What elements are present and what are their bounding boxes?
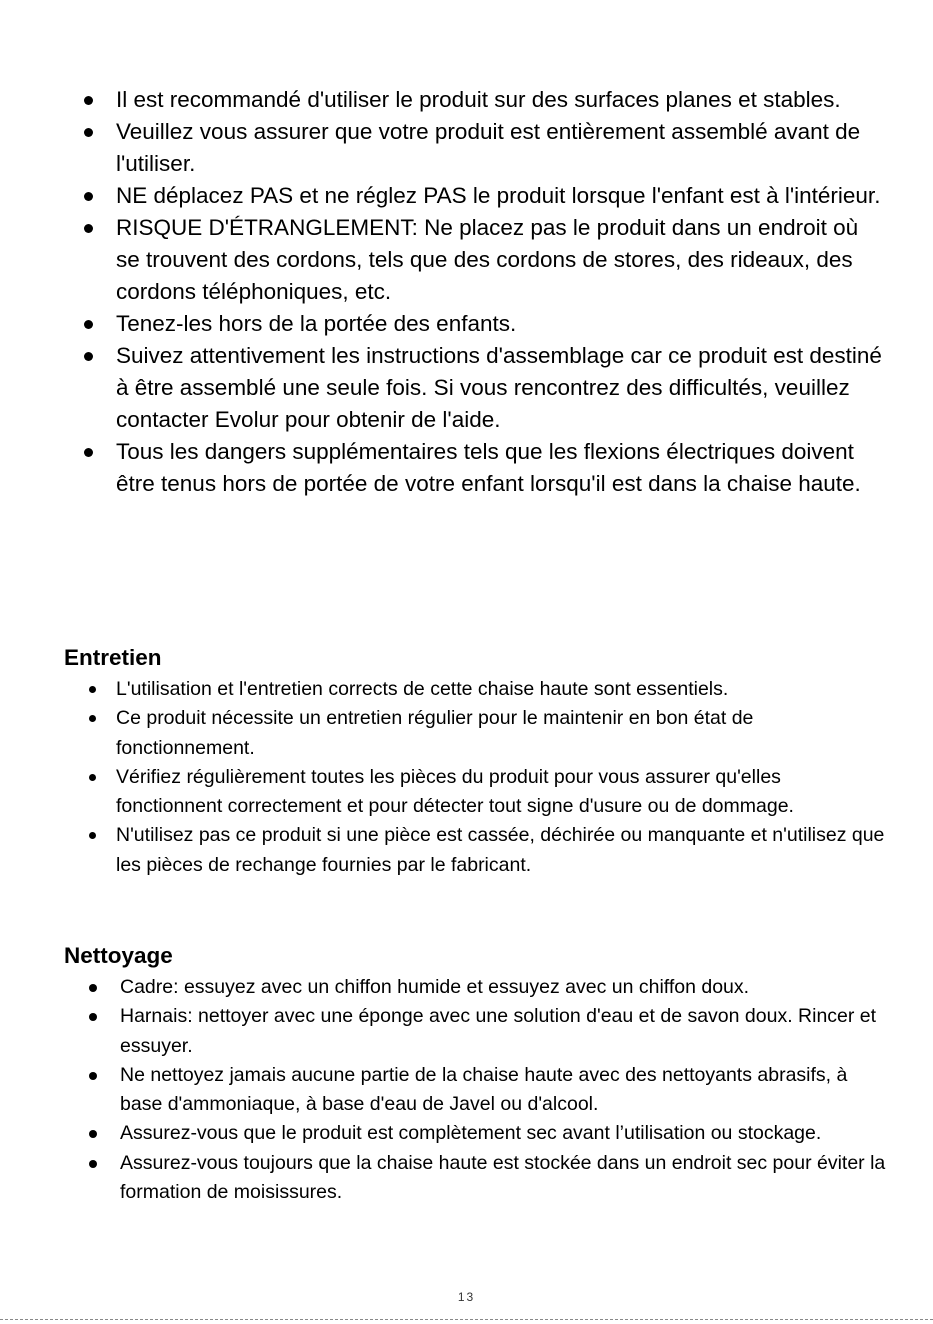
list-item — [120, 1061, 890, 1120]
list-item — [120, 1002, 890, 1061]
bottom-divider — [0, 1319, 933, 1320]
list-item-text: L'utilisation et l'entretien corrects de cette chaise haute sont essentiels. — [116, 678, 729, 700]
list-item-text: Tous les dangers supplémentaires tels que les flexions électriques doivent être tenus hors de portée de votre enfant lorsqu'il est dans la chaise haute. — [116, 439, 861, 496]
bullet-icon — [84, 192, 93, 201]
list-item-text: Il est recommandé d'utiliser le produit sur des surfaces planes et stables. — [116, 87, 841, 112]
list-item — [116, 180, 886, 212]
list-item — [116, 116, 886, 180]
bullet-icon — [89, 1130, 97, 1138]
list-item-text: Assurez-vous toujours que la chaise haute est stockée dans un endroit sec pour éviter la formation de moisissures. — [120, 1151, 886, 1204]
bullet-icon — [84, 448, 93, 457]
list-item — [116, 84, 886, 116]
bullet-icon — [89, 715, 96, 722]
bullet-icon — [89, 774, 96, 781]
bullet-icon — [89, 1072, 97, 1080]
list-item — [116, 704, 886, 763]
list-item-text: Vérifiez régulièrement toutes les pièces du produit pour vous assurer qu'elles fonctionnent correctement et pour détecter tout signe d'usure ou de dommage. — [116, 765, 794, 818]
list-item — [116, 308, 886, 340]
list-item — [120, 1119, 890, 1148]
list-item-text: N'utilisez pas ce produit si une pièce est cassée, déchirée ou manquante et n'utilisez que les pièces de rechange fournies par le fabricant. — [116, 824, 885, 876]
bullet-icon — [89, 832, 96, 839]
list-item-text: RISQUE D'ÉTRANGLEMENT: Ne placez pas le produit dans un endroit où se trouvent des cordons, tels que des cordons de stores, des rideaux, des cordons téléphoniques, etc. — [116, 215, 859, 304]
bullet-icon — [84, 320, 93, 329]
list-item-text: NE déplacez PAS et ne réglez PAS le produit lorsque l'enfant est à l'intérieur. — [116, 183, 881, 208]
list-item-text: Tenez-les hors de la portée des enfants. — [116, 311, 517, 336]
list-item-text: Assurez-vous que le produit est complètement sec avant l’utilisation ou stockage. — [120, 1122, 822, 1145]
list-item-text: Ce produit nécessite un entretien régulier pour le maintenir en bon état de fonctionnement. — [116, 707, 754, 759]
section-heading-nettoyage: Nettoyage — [64, 943, 173, 968]
list-item — [120, 973, 890, 1002]
bullet-icon — [89, 1160, 97, 1168]
list-item — [116, 675, 886, 704]
safety-warnings-list — [116, 84, 886, 500]
section-heading-entretien: Entretien — [64, 645, 162, 670]
list-item — [116, 763, 886, 822]
list-item — [116, 212, 886, 308]
bullet-icon — [89, 984, 97, 992]
list-item-text: Veuillez vous assurer que votre produit est entièrement assemblé avant de l'utiliser. — [116, 119, 861, 176]
list-item-text: Ne nettoyez jamais aucune partie de la chaise haute avec des nettoyants abrasifs, à base d'ammoniaque, à base d'eau de Javel ou d'alcool. — [120, 1063, 848, 1116]
bullet-icon — [84, 352, 93, 361]
bullet-icon — [84, 224, 93, 233]
list-item — [116, 821, 886, 880]
bullet-icon — [89, 1013, 97, 1021]
list-item-text: Harnais: nettoyer avec une éponge avec une solution d'eau et de savon doux. Rincer et essuyer. — [120, 1005, 877, 1057]
bullet-icon — [89, 686, 96, 693]
bullet-icon — [84, 128, 93, 137]
list-item-text: Suivez attentivement les instructions d'assemblage car ce produit est destiné à être assemblé une seule fois. Si vous rencontrez des difficultés, veuillez contacter Evolur pour obtenir de l'aide. — [116, 343, 882, 432]
bullet-icon — [84, 96, 93, 105]
list-item — [116, 436, 886, 500]
list-item-text: Cadre: essuyez avec un chiffon humide et essuyez avec un chiffon doux. — [120, 976, 750, 998]
entretien-list — [116, 675, 886, 880]
list-item — [116, 340, 886, 436]
page-number: 13 — [457, 1290, 476, 1304]
nettoyage-list — [120, 973, 890, 1207]
list-item — [120, 1149, 890, 1208]
